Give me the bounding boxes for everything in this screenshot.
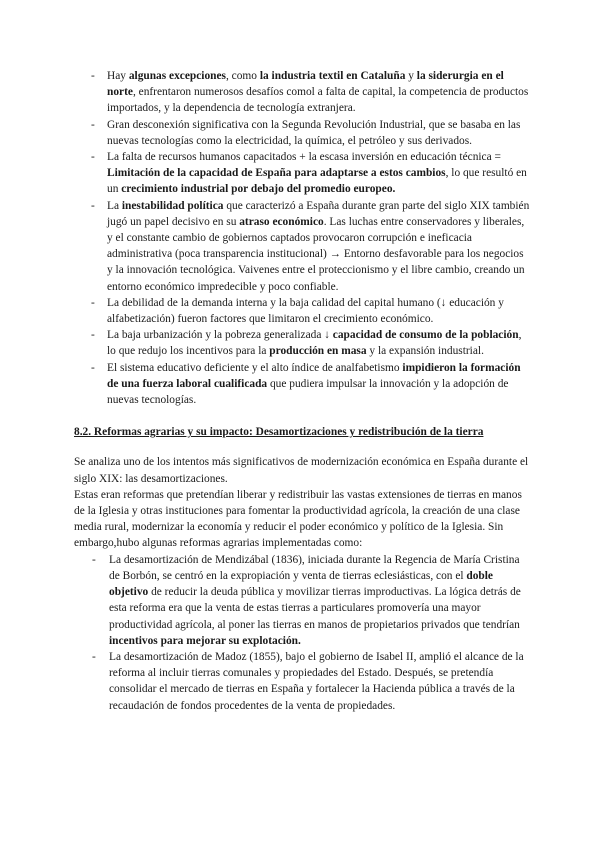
intro-paragraph: Se analiza uno de los intentos más significativos de modernización económica en España durante el siglo XIX: las desamortizaciones.: [74, 456, 529, 485]
bold-text: atraso económico: [239, 215, 324, 228]
reforms-list: [74, 552, 530, 714]
text-segment: La falta de recursos humanos capacitados + la escasa inversión en educación técnica =: [107, 151, 501, 164]
text-segment: . Las luchas entre conservadores y liberales, y el constante cambio de gobiernos captados provocaron corrupción e ineficacia administrativa (poca transparencia institucional) → Entorno desfavorable para los negocios y la innovación tecnológica. Vaivenes entre el proteccionismo y el libre cambio, creando un entorno económico impredecible y poco confiable.: [107, 215, 525, 293]
bold-text: Limitación de la capacidad de España para adaptarse a estos cambios: [107, 167, 446, 180]
bold-text: la siderurgia en el norte: [107, 70, 504, 99]
bold-text: inestabilidad política: [121, 199, 224, 212]
text-segment: de reducir la deuda pública y movilizar tierras improductivas. La lógica detrás de esta reforma era que la venta de estas tierras a particulares promovería una mayor productividad agrícola, al poner las tierras en manos de propietarios privados que tendrían: [109, 586, 521, 631]
bold-text: doble objetivo: [109, 569, 493, 599]
text-segment: , enfrentaron numerosos desafíos comol a falta de capital, la competencia de productos importados, y la dependencia de tecnología extranjera.: [107, 86, 529, 115]
factors-list: [74, 68, 530, 408]
text-segment: La baja urbanización y la pobreza generalizada ↓: [107, 329, 333, 342]
list-item: [74, 649, 530, 714]
bold-text: crecimiento industrial por debajo del promedio europeo.: [121, 183, 396, 196]
list-item: [74, 327, 530, 359]
text-segment: La desamortización de Mendizábal (1836), iniciada durante la Regencia de María Cristina de Borbón, se centró en la expropiación y venta de tierras eclesiásticas, con el: [109, 553, 520, 582]
list-item: [74, 360, 530, 409]
text-segment: La debilidad de la demanda interna y la baja calidad del capital humano (↓ educación y alfabetización) fueron factores que limitaron el crecimiento económico.: [107, 296, 504, 326]
text-segment: , lo que resultó en un: [107, 167, 527, 196]
text-segment: , lo que redujo los incentivos para la: [107, 329, 522, 358]
text-segment: El sistema educativo deficiente y el alto índice de analfabetismo: [107, 361, 403, 374]
text-segment: La desamortización de Madoz (1855), bajo el gobierno de Isabel II, amplió el alcance de la reforma al incluir tierras comunales y propiedades del Estado. Después, se pretendía consolidar el mercado de tierras en España y fortalecer la Hacienda pública a través de la recaudación de fondos procedentes de la venta de propiedades.: [109, 650, 524, 712]
text-segment: que pudiera impulsar la innovación y la adopción de nuevas tecnologías.: [107, 377, 509, 407]
list-item: [74, 117, 530, 149]
section-heading: 8.2. Reformas agrarias y su impacto: Desamortizaciones y redistribución de la tierra: [74, 426, 484, 439]
list-item: [74, 68, 530, 117]
reforms-paragraph: Estas eran reformas que pretendían liberar y redistribuir las vastas extensiones de tierras en manos de la Iglesia y otras instituciones para fomentar la productividad agrícola, la creación de una clase media rural, modernizar la economía y reducir el poder económico y político de la Iglesia. Sin embargo,hubo algunas reformas agrarias implementadas como:: [74, 488, 522, 550]
bold-text: producción en masa: [269, 345, 367, 358]
text-segment: Gran desconexión significativa con la Segunda Revolución Industrial, que se basaba en las nuevas tecnologías como la electricidad, la química, el petróleo y sus derivados.: [107, 118, 521, 147]
list-item: [74, 198, 530, 295]
text-segment: Hay: [107, 70, 129, 82]
list-item: [74, 149, 530, 198]
bold-text: capacidad de consumo de la población: [332, 329, 519, 342]
bold-text: algunas excepciones: [128, 70, 226, 82]
text-segment: y: [405, 70, 417, 82]
bold-text: la industria textil en Cataluña: [259, 70, 406, 82]
text-segment: , como: [225, 70, 260, 82]
bold-text: incentivos para mejorar su explotación.: [109, 634, 301, 647]
list-item: [74, 295, 530, 327]
list-item: [74, 552, 530, 649]
text-segment: y la expansión industrial.: [366, 345, 484, 358]
text-segment: que caracterizó a España durante gran parte del siglo XIX también jugó un papel decisivo en su: [107, 199, 530, 228]
text-segment: La: [107, 199, 122, 212]
bold-text: impidieron la formación de una fuerza laboral cualificada: [107, 361, 521, 390]
